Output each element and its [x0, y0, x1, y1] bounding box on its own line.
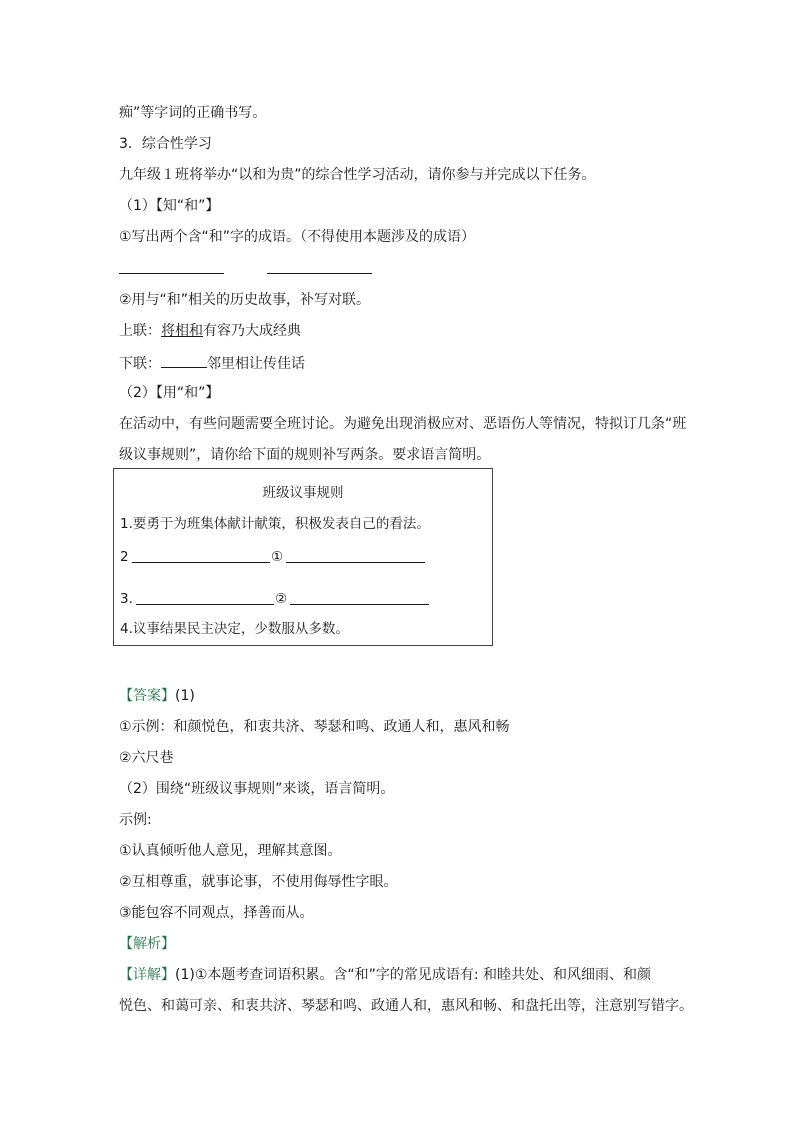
- analysis-heading: 【解析】: [119, 936, 175, 952]
- answer-line: （2）围绕“班级议事规则”来谈，语言简明。: [119, 781, 395, 797]
- rules-title: 班级议事规则: [262, 485, 344, 501]
- question-line: ①写出两个含“和”字的成语。（不得使用本题涉及的成语）: [119, 229, 476, 245]
- rule-item-4: 4.议事结果民主决定，少数服从多数。: [120, 621, 349, 637]
- analysis-line: 悦色、和蔼可亲、和衷共济、琴瑟和鸣、政通人和，惠风和畅、和盘托出等，注意别写错字。: [119, 998, 693, 1014]
- rule-item-1: 1.要勇于为班集体献计献策，积极发表自己的看法。: [120, 516, 430, 532]
- rule-item-2-number: 2: [120, 549, 129, 565]
- couplet-rest: 邻里相让传佳话: [207, 356, 305, 372]
- answer-line: ①认真倾听他人意见，理解其意图。: [119, 843, 342, 859]
- couplet-rest: 有容乃大成经典: [203, 323, 301, 339]
- subtask-heading: （1）【知“和”】: [119, 198, 220, 214]
- text-line: 级议事规则”，请你给下面的规则补写两条。要求语言简明。: [119, 447, 491, 463]
- answer-heading: [119, 686, 195, 706]
- answer-blank-2: [267, 273, 372, 274]
- text-line: 在活动中，有些问题需要全班讨论。为避免出现消极应对、恶语伤人等情况，特拟订几条“班: [119, 416, 687, 432]
- couplet-underlined-phrase: 将相和: [161, 323, 203, 339]
- couplet-prefix: 上联：: [119, 323, 161, 339]
- answer-line: ①示例：和颜悦色，和衷共济、琴瑟和鸣、政通人和，惠风和畅: [119, 719, 510, 735]
- subtask-heading: （2）【用“和”】: [119, 385, 220, 401]
- couplet-prefix: 下联：: [119, 356, 161, 372]
- detail-label: 【详解】: [119, 967, 175, 983]
- question-line: ②用与“和”相关的历史故事，补写对联。: [119, 292, 371, 308]
- rule-item-3-blank-a: [136, 604, 274, 605]
- rule-item-2-blank-b: [286, 562, 425, 563]
- answer-line: ②互相尊重，就事论事，不使用侮辱性字眼。: [119, 874, 398, 890]
- answer-label-rest: (1): [175, 688, 195, 704]
- rules-box: [113, 468, 493, 646]
- answer-line: 示例:: [119, 812, 152, 828]
- answer-line: ③能包容不同观点，择善而从。: [119, 905, 314, 921]
- answer-label: 【答案】: [119, 688, 175, 704]
- couplet-second-line: [119, 352, 305, 374]
- rule-item-3-number: 3.: [120, 591, 133, 607]
- couplet-first-line: [119, 321, 301, 341]
- rule-item-2-blank-a: [132, 562, 270, 563]
- section-heading: 3．综合性学习: [119, 136, 212, 152]
- analysis-line: [119, 965, 651, 985]
- couplet-blank: [161, 352, 207, 368]
- text-line: 九年级１班将举办“以和为贵”的综合性学习活动，请你参与并完成以下任务。: [119, 167, 596, 183]
- answer-line: ②六尺巷: [119, 750, 174, 766]
- rule-item-3-mark: ②: [275, 591, 288, 607]
- detail-text: (1)①本题考查词语积累。含“和”字的常见成语有: 和睦共处、和风细雨、和颜: [175, 967, 652, 983]
- answer-blank-1: [119, 273, 224, 274]
- text-line: 痴”等字词的正确书写。: [119, 105, 267, 121]
- rule-item-3-blank-b: [290, 604, 429, 605]
- rule-item-2-mark: ①: [271, 549, 284, 565]
